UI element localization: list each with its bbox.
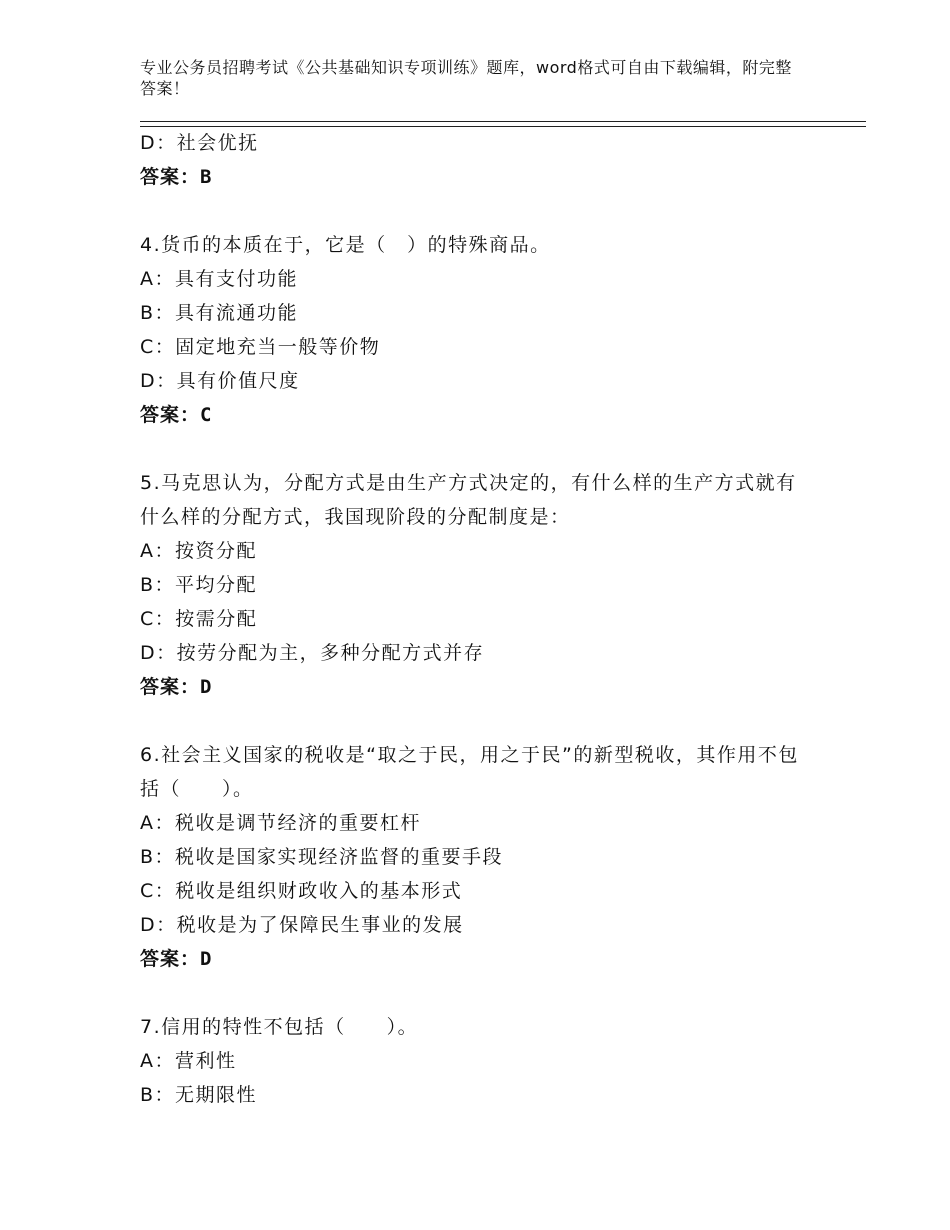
answer-value: C	[200, 404, 213, 426]
answer-value: B	[200, 166, 213, 188]
option-d: D：社会优抚	[140, 132, 259, 154]
option-a: A：按资分配	[140, 540, 257, 562]
answer-label: 答案：	[140, 676, 201, 698]
question-stem: 6.社会主义国家的税收是“取之于民，用之于民”的新型税收，其作用不包括（ ）。	[140, 744, 799, 800]
option-b: B：平均分配	[140, 574, 258, 596]
answer-value: D	[200, 948, 213, 970]
option-a: A：营利性	[140, 1050, 237, 1072]
page-header: 专业公务员招聘考试《公共基础知识专项训练》题库，word格式可自由下载编辑，附完整答案！	[140, 58, 792, 98]
question-4	[140, 228, 840, 432]
document-body	[140, 126, 840, 1112]
question-5	[140, 466, 840, 704]
question-stem: 7.信用的特性不包括（ ）。	[140, 1016, 419, 1038]
question-7	[140, 1010, 840, 1112]
spacer	[140, 976, 840, 1010]
option-d: D：按劳分配为主，多种分配方式并存	[140, 642, 485, 664]
option-c: C：固定地充当一般等价物	[140, 336, 381, 358]
option-d: D：税收是为了保障民生事业的发展	[140, 914, 464, 936]
option-d: D：具有价值尺度	[140, 370, 300, 392]
option-a: A：税收是调节经济的重要杠杆	[140, 812, 421, 834]
spacer	[140, 194, 840, 228]
option-c: C：税收是组织财政收入的基本形式	[140, 880, 463, 902]
option-a: A：具有支付功能	[140, 268, 298, 290]
option-b: B：具有流通功能	[140, 302, 299, 324]
question-3-fragment	[140, 126, 840, 194]
question-stem: 5.马克思认为，分配方式是由生产方式决定的，有什么样的生产方式就有什么样的分配方式，我国现阶段的分配制度是：	[140, 472, 797, 528]
answer-label: 答案：	[140, 948, 201, 970]
answer-line	[140, 670, 840, 704]
option-b: B：税收是国家实现经济监督的重要手段	[140, 846, 504, 868]
answer-line	[140, 160, 840, 194]
spacer	[140, 704, 840, 738]
answer-value: D	[200, 676, 213, 698]
answer-line	[140, 942, 840, 976]
question-stem: 4.货币的本质在于，它是（ ）的特殊商品。	[140, 234, 551, 256]
answer-line	[140, 398, 840, 432]
spacer	[140, 432, 840, 466]
option-c: C：按需分配	[140, 608, 258, 630]
answer-label: 答案：	[140, 404, 201, 426]
option-b: B：无期限性	[140, 1084, 258, 1106]
question-6	[140, 738, 840, 976]
answer-label: 答案：	[140, 166, 201, 188]
